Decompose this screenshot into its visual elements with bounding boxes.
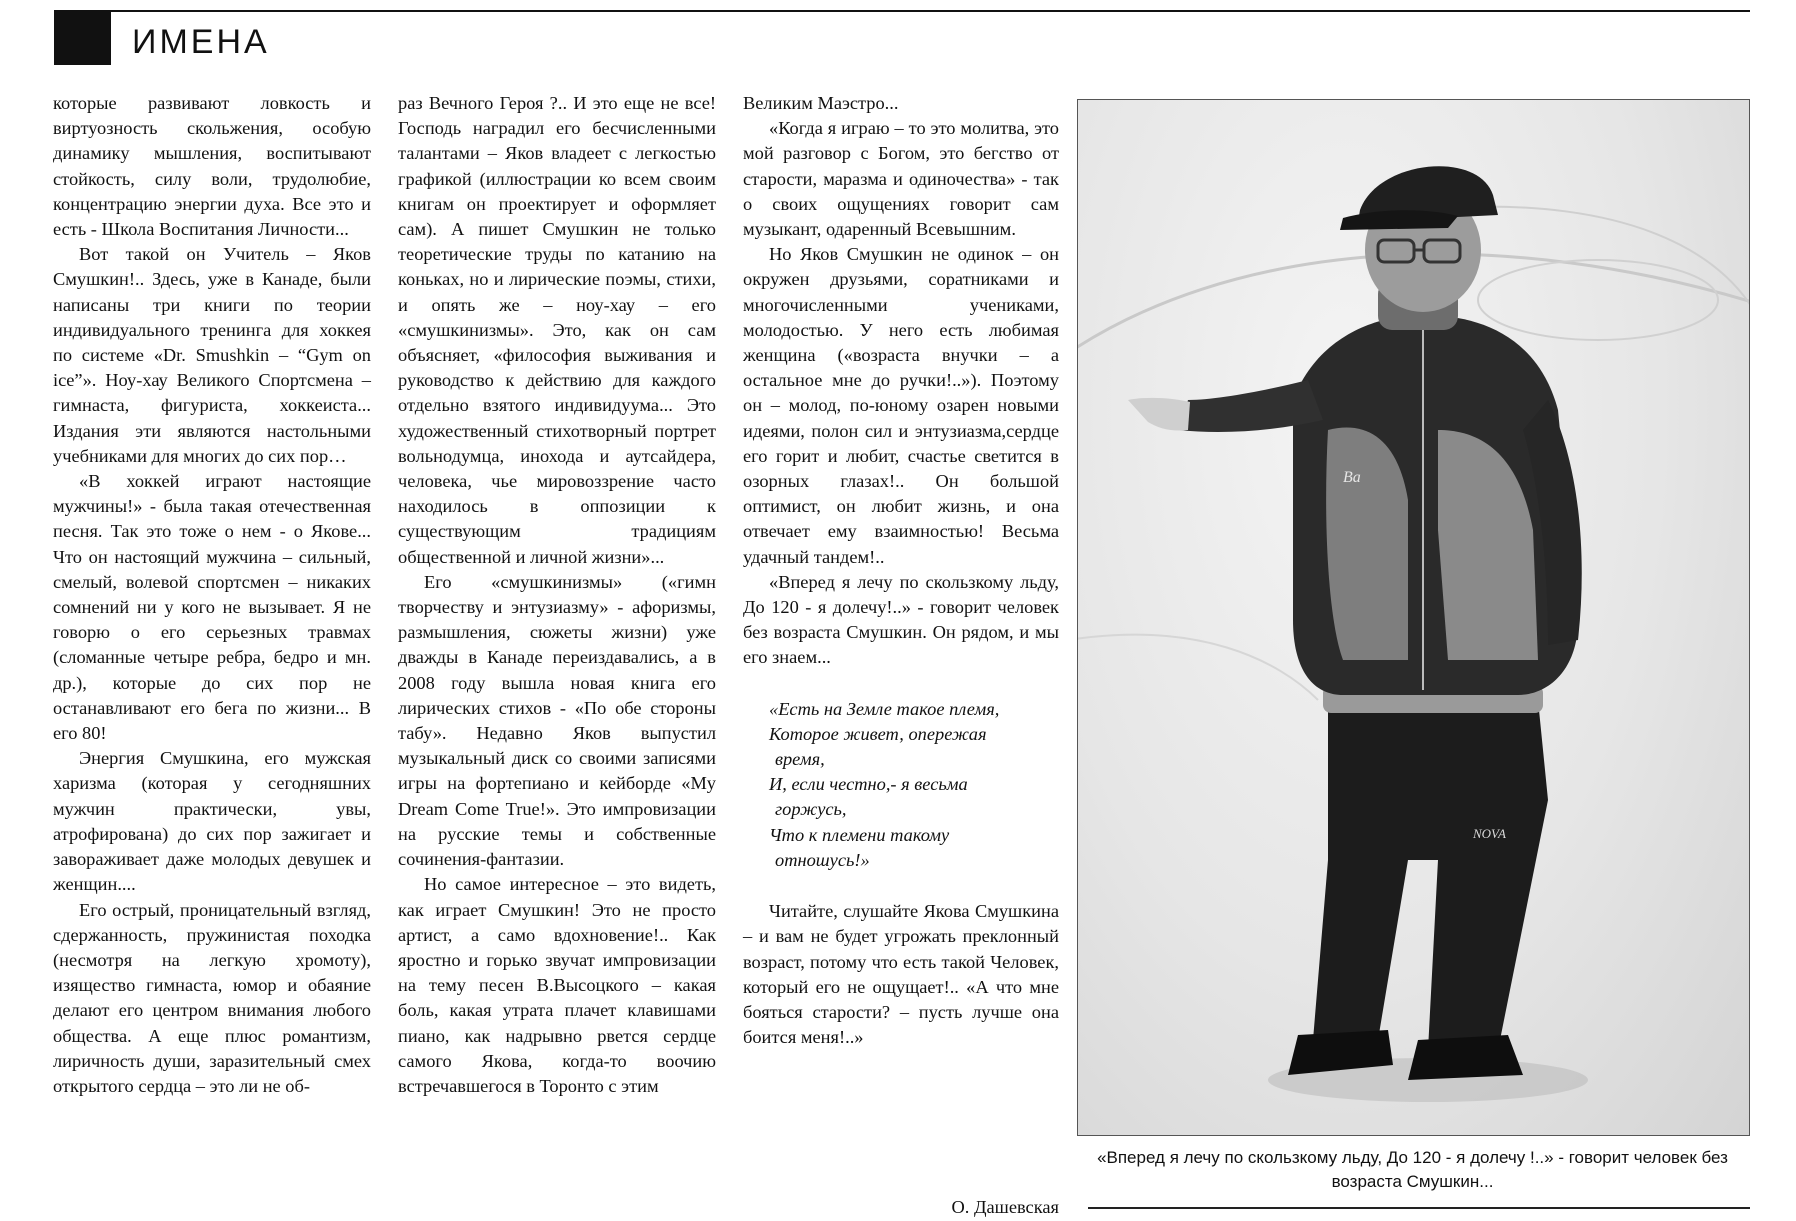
paragraph: раз Вечного Героя ?.. И это еще не все! Господь наградил его бесчисленными талантами – Яков владеет с легкостью графикой (иллюстрации ко всем своим книгам он проектирует и оформляет сам). А пишет Смушкин не только теоретические труды по катанию на коньках, но и лирические поэмы, стихи, и опять же – ноу-хау – его «смушкинизмы». Это, как он сам объясняет, «философия выживания и руководство к действию для каждого отдельно взятого индивидуума... Это художественный стихотворный портрет вольнодумца, инохода и аутсайдера, человека, чье мировоззрение часто находилось в оппозиции к существующим традициям общественной и личной жизни»... bbox=[398, 93, 716, 567]
column-3-text-before-poem bbox=[743, 91, 1059, 671]
header-marker-block bbox=[54, 10, 111, 65]
article-column-1 bbox=[53, 91, 371, 1099]
poem-line: И, если честно,- я весьма bbox=[769, 774, 968, 795]
paragraph: Его «смушкинизмы» («гимн творчеству и энтузиазму» - афоризмы, размышления, сюжеты жизни) уже дважды в Канаде переиздавались, а в 2008 году вышла новая книга его лирических стихов - «По обе стороны табу». Недавно Яков выпустил музыкальный диск со своими записями игры на фортепиано и кейборде «My Dream Come True!». Это импровизации на русские темы и собственные сочинения-фантазии. bbox=[398, 571, 716, 870]
paragraph: Но самое интересное – это видеть, как играет Смушкин! Это не просто артист, а само вдохновение!.. Как яростно и горько звучат импровизации на тему песен В.Высоцкого – какая боль, какая утрата плачет клавишами пиано, как надрывно рвется сердце самого Якова, когда-то воочию встречавшегося в Торонто с этим bbox=[398, 874, 716, 1096]
paragraph: Великим Маэстро... bbox=[743, 93, 899, 113]
paragraph: которые развивают ловкость и виртуозность скольжения, особую динамику мышления, воспитывают стойкость, силу воли, трудолюбие, концентрацию энергии духа. Все это и есть - Школа Воспитания Личности... bbox=[53, 93, 371, 240]
article-column-2 bbox=[398, 91, 716, 1099]
paragraph: Его острый, проницательный взгляд, сдержанность, пружинистая походка (несмотря на легкую хромоту), изящество гимнаста, юмор и обаяние делают его центром внимания любого общества. А еще плюс романтизм, лиричность души, заразительный смех открытого сердца – это ли не об- bbox=[53, 899, 371, 1096]
section-title: ИМЕНА bbox=[132, 23, 270, 61]
poem-line: Которое живет, опережая bbox=[769, 723, 987, 744]
author-byline: О. Дашевская bbox=[951, 1197, 1059, 1217]
paragraph: «Вперед я лечу по скользкому льду, До 120 - я долечу!..» - говорит человек без возраста Смушкин. Он рядом, и мы его знаем... bbox=[743, 571, 1059, 668]
header-rule bbox=[111, 10, 1750, 12]
bottom-rule bbox=[1088, 1207, 1750, 1209]
paragraph: «В хоккей играют настоящие мужчины!» - была такая отечественная песня. Так это тоже о нем - о Якове... Что он настоящий мужчина – сильный, смелый, волевой спортсмен – никаких сомнений ни у кого не вызывает. Я не говорю о его серьезных травмах (сломанные четыре ребра, бедро и мн. др.), которые до сих пор не останавливают его бега по жизни... В его 80! bbox=[53, 471, 371, 744]
poem-quote bbox=[769, 697, 1059, 873]
article-column-3 bbox=[743, 91, 1059, 1050]
poem-line: время, bbox=[775, 749, 825, 770]
paragraph: «Когда я играю – то это молитва, это мой разговор с Богом, это бегство от старости, маразма и одиночества» - так о своих ощущениях говорит сам музыкант, одаренный Всевышним. bbox=[743, 118, 1059, 240]
paragraph: Вот такой он Учитель – Яков Смушкин!.. Здесь, уже в Канаде, были написаны три книги по теории индивидуального тренинга для хоккея по системе «Dr. Smushkin – “Gym on ice”». Ноу-хау Великого Спортсмена – гимнаста, фигуриста, хоккеиста... Издания эти являются настольными учебниками для многих до сих пор… bbox=[53, 244, 371, 466]
svg-text:Ba: Ba bbox=[1343, 469, 1361, 486]
paragraph: Читайте, слушайте Якова Смушкина – и вам не будет угрожать преклонный возраст, потому что есть такой Человек, который его не ощущает!.. «А что мне бояться старости? – пусть лучше она боится меня!..» bbox=[743, 901, 1059, 1048]
paragraph: Энергия Смушкина, его мужская харизма (которая у сегодняшних мужчин практически, увы, атрофирована) до сих пор зажигает и завораживает даже молодых девушек и женщин.... bbox=[53, 748, 371, 895]
poem-line: Что к племени такому bbox=[769, 824, 950, 845]
paragraph: Но Яков Смушкин не одинок – он окружен друзьями, соратниками и многочисленными учениками, молодостью. У него есть любимая женщина («возраста внучки – а остальное мне до ручки!..»). Поэтому он – молод, по-юному озарен новыми идеями, полон сил и энтузиазма,сердце его горит и любит, счастье светится в озорных глазах!.. Он большой оптимист, он любит жизнь, и она отвечает ему взаимностью! Весьма удачный тандем!.. bbox=[743, 244, 1059, 567]
poem-line: отношусь!» bbox=[775, 849, 870, 870]
svg-text:NOVA: NOVA bbox=[1473, 826, 1506, 841]
poem-line: «Есть на Земле такое племя, bbox=[769, 698, 1000, 719]
column-3-text-after-poem bbox=[743, 899, 1059, 1050]
article-photo bbox=[1077, 99, 1750, 1136]
poem-line: горжусь, bbox=[775, 799, 847, 820]
photo-caption: «Вперед я лечу по скользкому льду, До 120 - я долечу !..» - говорит человек без возраста Смушкин... bbox=[1097, 1148, 1728, 1191]
